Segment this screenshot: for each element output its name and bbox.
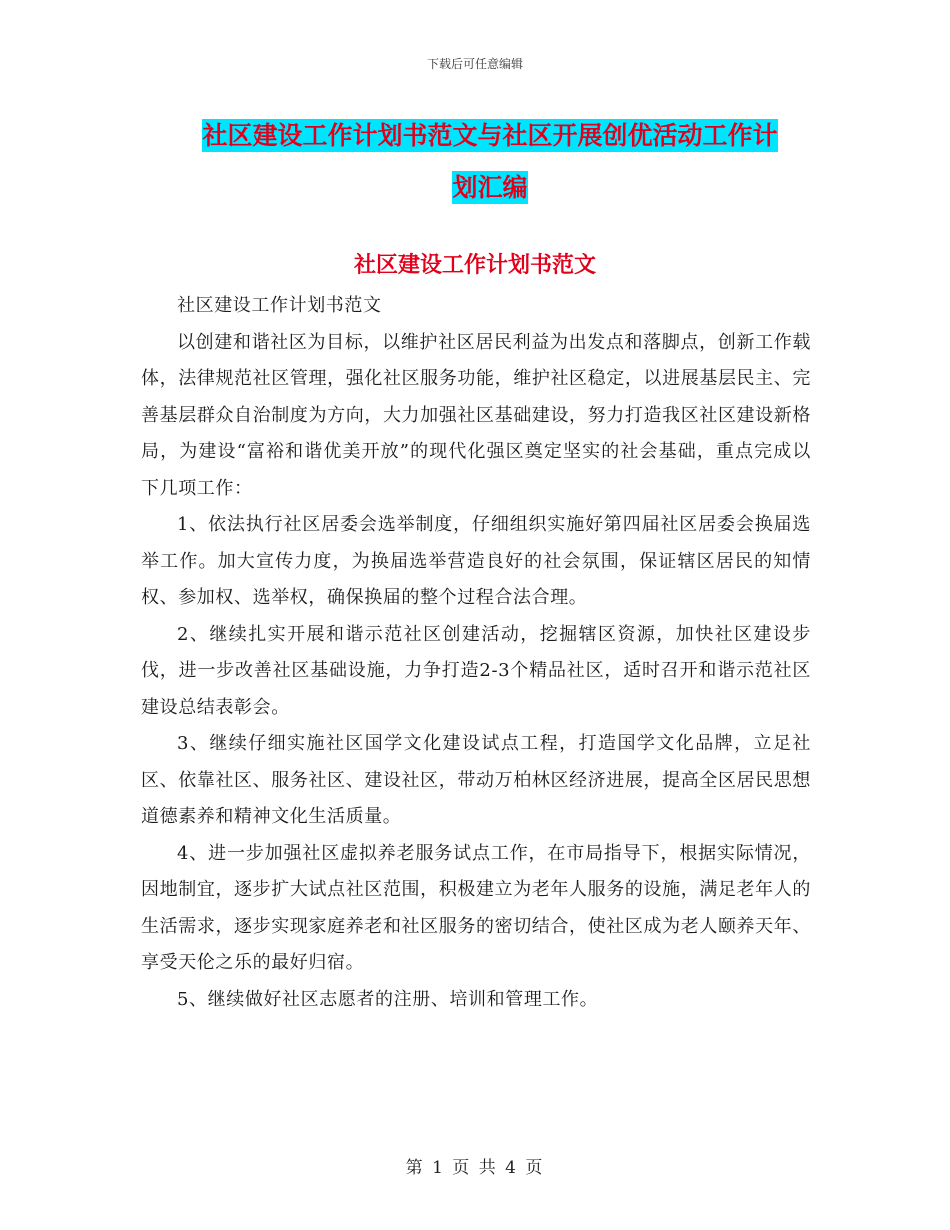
page-header: 下载后可任意编辑 (426, 57, 523, 71)
page-number: 第 1 页 共 4 页 (405, 1158, 545, 1178)
document-title (140, 110, 840, 214)
paragraph: 社区建设工作计划书范文 (177, 295, 382, 316)
section-title: 社区建设工作计划书范文 (353, 252, 596, 278)
paragraph: 3、继续仔细实施社区国学文化建设试点工程，打造国学文化品牌，立足社区、依靠社区、服务社区、建设社区，带动万柏林区经济进展，提高全区居民思想道德素养和精神文化生活质量。 (141, 733, 811, 827)
paragraph: 2、继续扎实开展和谐示范社区创建活动，挖掘辖区资源，加快社区建设步伐，进一步改善社区基础设施，力争打造2-3个精品社区，适时召开和谐示范社区建设总结表彰会。 (141, 623, 811, 718)
document-body (141, 288, 811, 1018)
paragraph: 1、依法执行社区居委会选举制度，仔细组织实施好第四届社区居委会换届选举工作。加大宣传力度，为换届选举营造良好的社会氛围，保证辖区居民的知情权、参加权、选举权，确保换届的整个过程合法合理。 (141, 514, 811, 608)
title-line-2: 划汇编 (452, 173, 528, 202)
paragraph: 4、进一步加强社区虚拟养老服务试点工作，在市局指导下，根据实际情况，因地制宜，逐步扩大试点社区范围，积极建立为老年人服务的设施，满足老年人的生活需求，逐步实现家庭养老和社区服务的密切结合，使社区成为老人颐养天年、享受天伦之乐的最好归宿。 (141, 842, 811, 973)
title-line-1: 社区建设工作计划书范文与社区开展创优活动工作计 (202, 121, 778, 150)
paragraph: 以创建和谐社区为目标，以维护社区居民利益为出发点和落脚点，创新工作载体，法律规范社区管理，强化社区服务功能，维护社区稳定，以进展基层民主、完善基层群众自治制度为方向，大力加强社区基础建设，努力打造我区社区建设新格局，为建设“富裕和谐优美开放”的现代化强区奠定坚实的社会基础，重点完成以下几项工作： (141, 331, 811, 499)
paragraph: 5、继续做好社区志愿者的注册、培训和管理工作。 (177, 988, 599, 1010)
